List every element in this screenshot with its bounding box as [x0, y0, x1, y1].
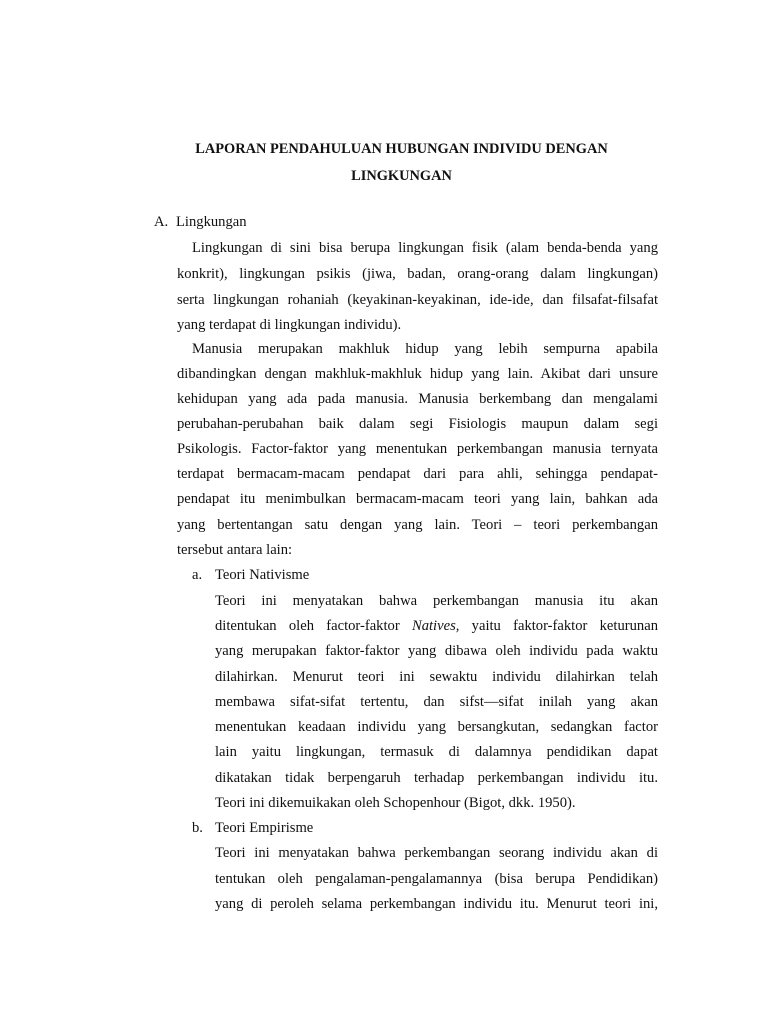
para2-line: dibandingkan dengan makhluk-makhluk hidup yang lain. Akibat dari unsure — [177, 366, 658, 382]
item-b-line: tentukan oleh pengalaman-pengalamannya (bisa berupa Pendidikan) — [215, 871, 658, 887]
item-a-line — [215, 617, 658, 635]
item-a-line: membawa sifat-sifat tertentu, dan sifst—sifat inilah yang akan — [215, 694, 658, 710]
item-b-line: Teori ini menyatakan bahwa perkembangan seorang individu akan di — [215, 845, 658, 861]
title-line-1: LAPORAN PENDAHULUAN HUBUNGAN INDIVIDU DENGAN — [195, 141, 608, 157]
item-a-marker: a. — [192, 567, 203, 583]
para2-line: tersebut antara lain: — [177, 542, 293, 558]
para2-line: pendapat itu menimbulkan bermacam-macam teori yang lain, bahkan ada — [177, 491, 658, 507]
section-a-title: Lingkungan — [176, 214, 247, 230]
item-a-heading — [192, 566, 310, 584]
item-a-line: dikatakan tidak berpengaruh terhadap perkembangan individu itu. — [215, 770, 658, 786]
item-a-title: Teori Nativisme — [215, 567, 310, 583]
para1-line: Lingkungan di sini bisa berupa lingkungan fisik (alam benda-benda yang — [192, 240, 658, 256]
item-b-line: yang di peroleh selama perkembangan individu itu. Menurut teori ini, — [215, 896, 658, 912]
item-a-line2-italic: Natives, — [411, 618, 460, 634]
item-a-line: dilahirkan. Menurut teori ini sewaktu individu dilahirkan telah — [215, 669, 658, 685]
item-a-line: menentukan keadaan individu yang bersangkutan, sedangkan factor — [215, 719, 658, 735]
para1-line: konkrit), lingkungan psikis (jiwa, badan, orang-orang dalam lingkungan) — [177, 266, 658, 282]
item-b-title: Teori Empirisme — [215, 820, 314, 836]
document-title — [110, 136, 693, 190]
item-a-line2-pre: ditentukan oleh factor-faktor — [215, 618, 400, 634]
section-a-heading — [154, 213, 247, 231]
item-a-line: lain yaitu lingkungan, termasuk di dalamnya pendidikan dapat — [215, 744, 658, 760]
item-a-line2-post: yaitu faktor-faktor keturunan — [471, 618, 658, 634]
para2-line: kehidupan yang ada pada manusia. Manusia berkembang dan mengalami — [177, 391, 658, 407]
para1-line: serta lingkungan rohaniah (keyakinan-keyakinan, ide-ide, dan filsafat-filsafat — [177, 292, 658, 308]
item-b-marker: b. — [192, 820, 203, 836]
para1-line: yang terdapat di lingkungan individu). — [177, 317, 402, 333]
item-a-line: yang merupakan faktor-faktor yang dibawa oleh individu pada waktu — [215, 643, 658, 659]
para2-line: yang bertentangan satu dengan yang lain. Teori – teori perkembangan — [177, 517, 658, 533]
para2-line: perubahan-perubahan baik dalam segi Fisiologis maupun dalam segi — [177, 416, 658, 432]
para2-line: terdapat bermacam-macam pendapat dari para ahli, sehingga pendapat- — [177, 466, 658, 482]
item-a-line: Teori ini dikemuikakan oleh Schopenhour (Bigot, dkk. 1950). — [215, 795, 576, 811]
item-a-line: Teori ini menyatakan bahwa perkembangan manusia itu akan — [215, 593, 658, 609]
item-b-heading — [192, 819, 314, 837]
title-line-2: LINGKUNGAN — [351, 168, 452, 184]
section-a-marker: A. — [154, 214, 169, 230]
para2-line: Psikologis. Factor-faktor yang menentukan perkembangan manusia ternyata — [177, 441, 658, 457]
para2-line: Manusia merupakan makhluk hidup yang lebih sempurna apabila — [192, 341, 658, 357]
